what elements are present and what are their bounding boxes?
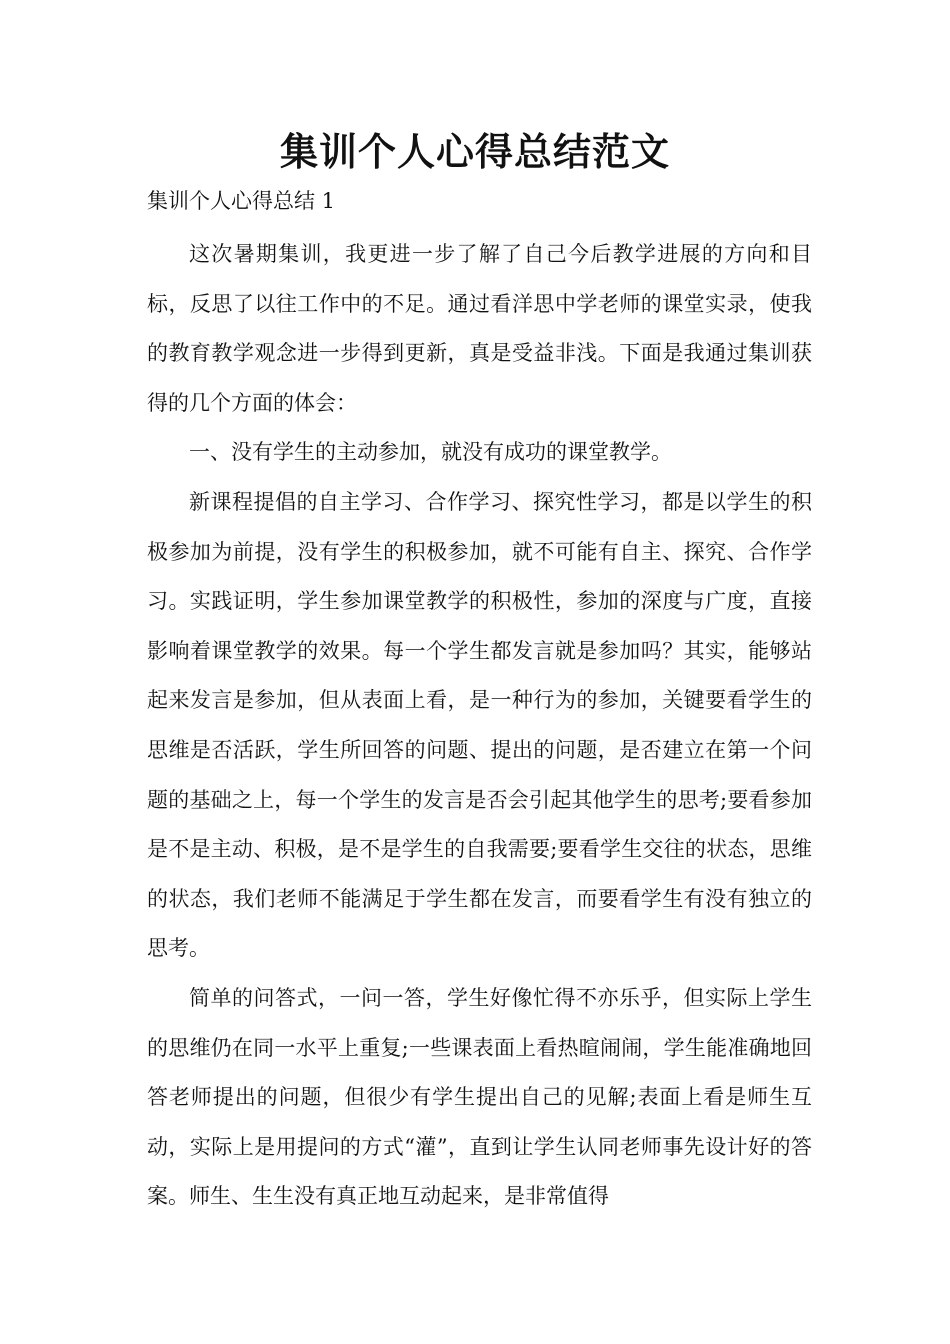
paragraph: 这次暑期集训，我更进一步了解了自己今后教学进展的方向和目标，反思了以往工作中的不足。通过看洋思中学老师的课堂实录，使我的教育教学观念进一步得到更新，真是受益非浅。下面是我通过集训获得的几个方面的体会：	[147, 242, 812, 415]
paragraph: 一、没有学生的主动参加，就没有成功的课堂教学。	[189, 440, 672, 465]
document-title: 集训个人心得总结范文	[279, 129, 670, 174]
paragraph: 新课程提倡的自主学习、合作学习、探究性学习，都是以学生的积极参加为前提，没有学生的积极参加，就不可能有自主、探究、合作学习。实践证明，学生参加课堂教学的积极性，参加的深度与广度，直接影响着课堂教学的效果。每一个学生都发言就是参加吗？其实，能够站起来发言是参加，但从表面上看，是一种行为的参加，关键要看学生的思维是否活跃，学生所回答的问题、提出的问题，是否建立在第一个问题的基础之上，每一个学生的发言是否会引起其他学生的思考;要看参加是不是主动、积极，是不是学生的自我需要;要看学生交往的状态，思维的状态，我们老师不能满足于学生都在发言，而要看学生有没有独立的思考。	[147, 489, 812, 961]
document-body	[147, 230, 812, 1222]
paragraph: 简单的问答式，一问一答，学生好像忙得不亦乐乎，但实际上学生的思维仍在同一水平上重复;一些课表面上看热暄闹闹，学生能准确地回答老师提出的问题，但很少有学生提出自己的见解;表面上看是师生互动，实际上是用提问的方式“灌”，直到让学生认同老师事先设计好的答案。师生、生生没有真正地互动起来，是非常值得	[147, 985, 812, 1209]
section-heading: 集训个人心得总结 1	[147, 189, 336, 213]
